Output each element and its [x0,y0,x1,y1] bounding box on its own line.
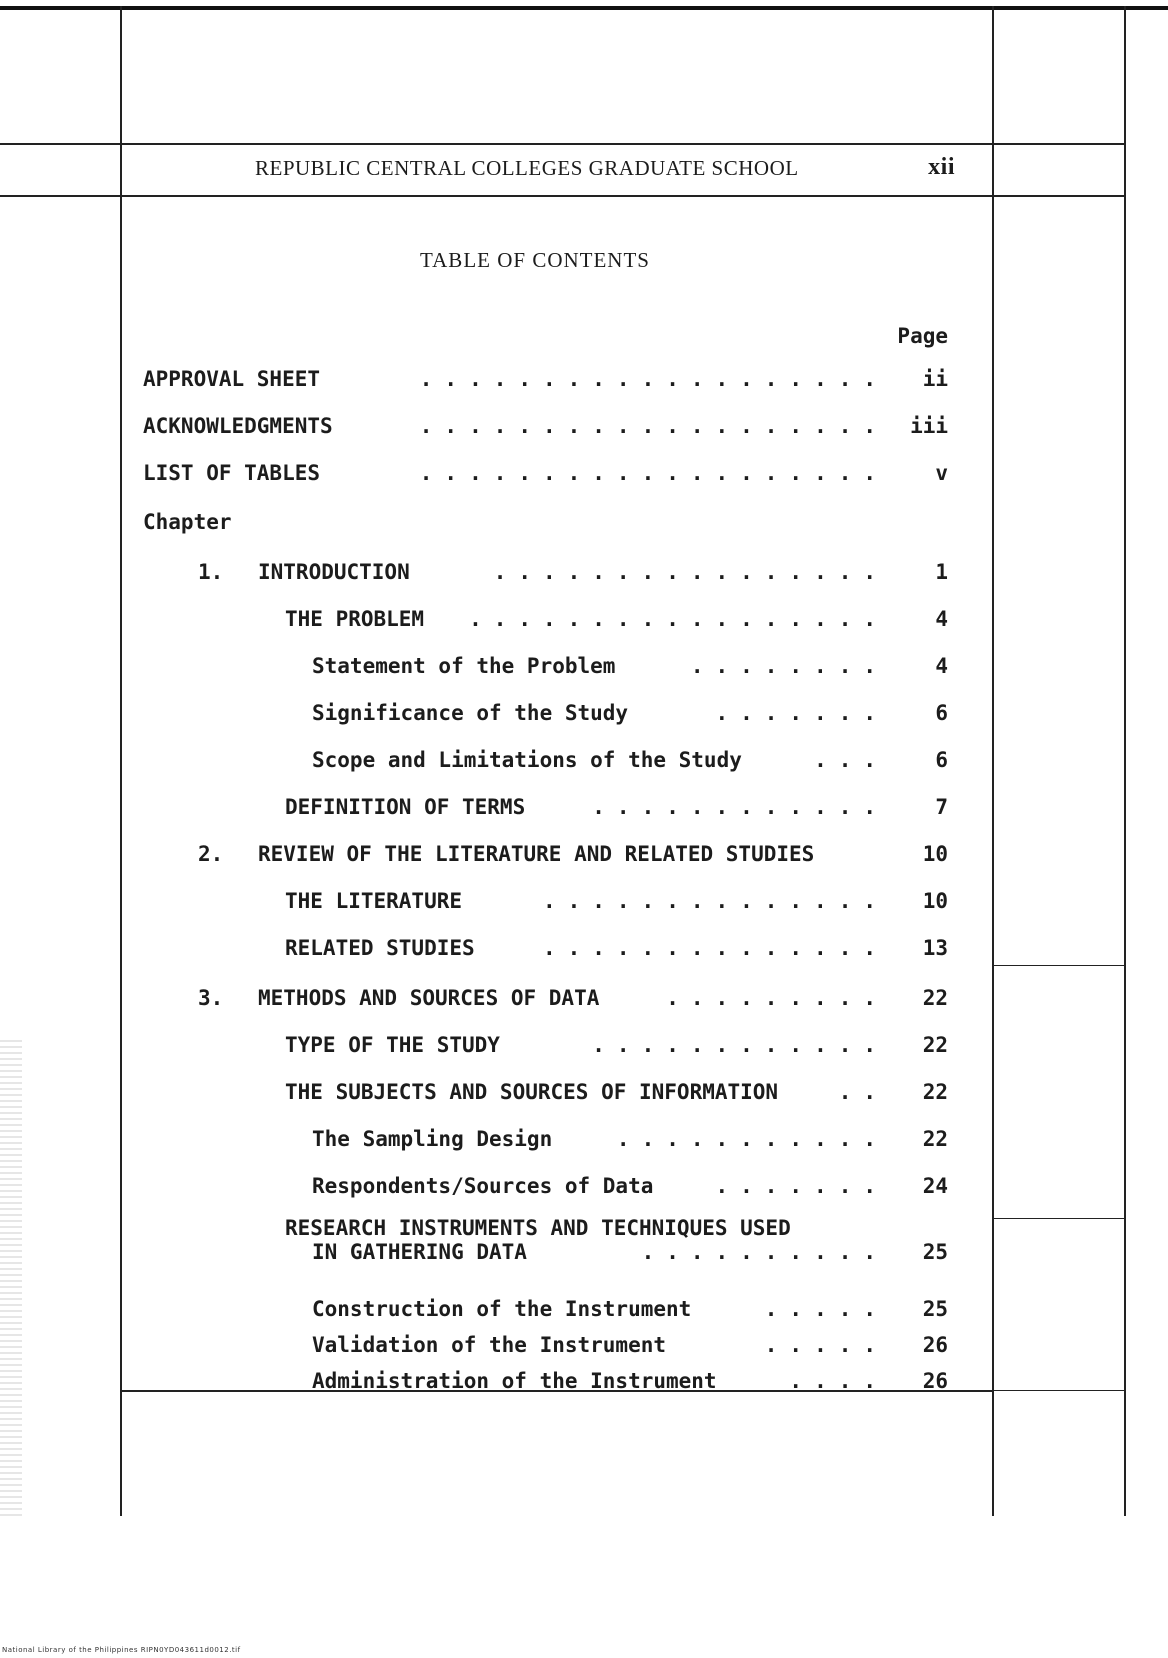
toc-dot-leader: ................... [419,414,888,438]
chapter-label: Chapter [143,510,232,534]
header-title: REPUBLIC CENTRAL COLLEGES GRADUATE SCHOOL [255,156,799,180]
toc-entry-page: 22 [922,986,948,1010]
toc-entry-page: 26 [922,1369,948,1393]
toc-dot-leader: ................. [469,607,888,631]
toc-entry-page: 25 [922,1297,948,1321]
toc-dot-leader: .......... [641,1240,888,1264]
toc-dot-leader: ........ [690,654,888,678]
toc-entry-page: 22 [922,1080,948,1104]
toc-dot-leader: ............ [592,1033,888,1057]
toc-entry [0,461,1168,491]
toc-entry [0,795,1168,825]
toc-dot-leader: ....... [715,701,888,725]
toc-entry-label: REVIEW OF THE LITERATURE AND RELATED STUDIES [258,842,815,866]
toc-dot-leader: ..... [764,1333,888,1357]
toc-dot-leader: ................... [419,461,888,485]
toc-entry [0,607,1168,637]
toc-entry-number: 2. [198,842,224,866]
toc-entry-label: THE PROBLEM [285,607,425,631]
toc-dot-leader: .............. [542,936,888,960]
toc-entry-label: Scope and Limitations of the Study [312,748,742,772]
toc-entry [0,986,1168,1016]
toc-entry-label: TYPE OF THE STUDY [285,1033,500,1057]
toc-entry [0,701,1168,731]
toc-entry-number: 3. [198,986,224,1010]
toc-entry-label: LIST OF TABLES [143,461,321,485]
toc-entry-label: INTRODUCTION [258,560,410,584]
toc-entry-page: iii [910,414,948,438]
toc-entry-label: The Sampling Design [312,1127,553,1151]
toc-entry [0,1369,1168,1399]
toc-entry-label: THE SUBJECTS AND SOURCES OF INFORMATION [285,1080,779,1104]
toc-entry-page: 25 [922,1240,948,1264]
toc-entry-label: Construction of the Instrument [312,1297,692,1321]
toc-dot-leader: .... [789,1369,888,1393]
scan-edge-artifact [0,1040,22,1520]
toc-entry [0,936,1168,966]
toc-entry [0,654,1168,684]
toc-entry [0,1033,1168,1063]
header-top-rule [0,143,1124,145]
toc-entry-page: 4 [935,607,948,631]
right-mid-rule-2 [994,1218,1124,1219]
toc-entry-page: 6 [935,748,948,772]
toc-dot-leader: .............. [542,889,888,913]
toc-entry-label: ACKNOWLEDGMENTS [143,414,333,438]
page-header [255,156,955,186]
toc-entry [0,1297,1168,1327]
toc-entry-page: 13 [922,936,948,960]
toc-entry-label: Administration of the Instrument [312,1369,717,1393]
toc-entry-label: RELATED STUDIES [285,936,475,960]
toc-entry [0,1174,1168,1204]
toc-entry [0,1080,1168,1110]
toc-entry-label: Respondents/Sources of Data [312,1174,654,1198]
page-column-label: Page [897,324,948,348]
toc-dot-leader: ..... [764,1297,888,1321]
toc-entry-label-continued: IN GATHERING DATA [312,1240,527,1264]
toc-dot-leader: ......... [666,986,888,1010]
toc-entry-page: 26 [922,1333,948,1357]
toc-entry-label: APPROVAL SHEET [143,367,321,391]
toc-dot-leader: ....... [715,1174,888,1198]
footer-caption: National Library of the Philippines RIPN0YD043611d0012.tif [2,1646,241,1654]
toc-dot-leader: ................ [493,560,888,584]
toc-title: TABLE OF CONTENTS [420,248,650,272]
toc-entry-label: Statement of the Problem [312,654,616,678]
toc-entry [0,1333,1168,1363]
toc-entry-page: ii [922,367,948,391]
toc-entry-number: 1. [198,560,224,584]
toc-entry-page: 10 [922,842,948,866]
header-bottom-rule [0,195,1124,197]
toc-entry [0,842,1168,872]
toc-dot-leader: ... [814,748,888,772]
toc-entry-label: RESEARCH INSTRUMENTS AND TECHNIQUES USED [285,1216,791,1240]
toc-entry [0,1127,1168,1157]
page-number: xii [928,154,955,180]
toc-entry-page: 22 [922,1127,948,1151]
toc-entry [0,748,1168,778]
toc-entry-page: 22 [922,1033,948,1057]
toc-entry-page: v [935,461,948,485]
toc-entry-label: Validation of the Instrument [312,1333,667,1357]
toc-dot-leader: ........... [616,1127,888,1151]
toc-dot-leader: ................... [419,367,888,391]
toc-entry-label: METHODS AND SOURCES OF DATA [258,986,600,1010]
toc-entry-page: 1 [935,560,948,584]
toc-entry [0,889,1168,919]
toc-dot-leader: .. [838,1080,888,1104]
toc-entry [0,1216,1168,1270]
toc-entry [0,560,1168,590]
toc-entry-label: Significance of the Study [312,701,629,725]
toc-entry-page: 4 [935,654,948,678]
toc-dot-leader: ............ [592,795,888,819]
toc-entry-page: 6 [935,701,948,725]
toc-entry-page: 7 [935,795,948,819]
toc-entry-label: DEFINITION OF TERMS [285,795,526,819]
toc-entry-page: 10 [922,889,948,913]
toc-entry-label: THE LITERATURE [285,889,463,913]
toc-entry [0,367,1168,397]
toc-entry [0,414,1168,444]
toc-entry-page: 24 [922,1174,948,1198]
